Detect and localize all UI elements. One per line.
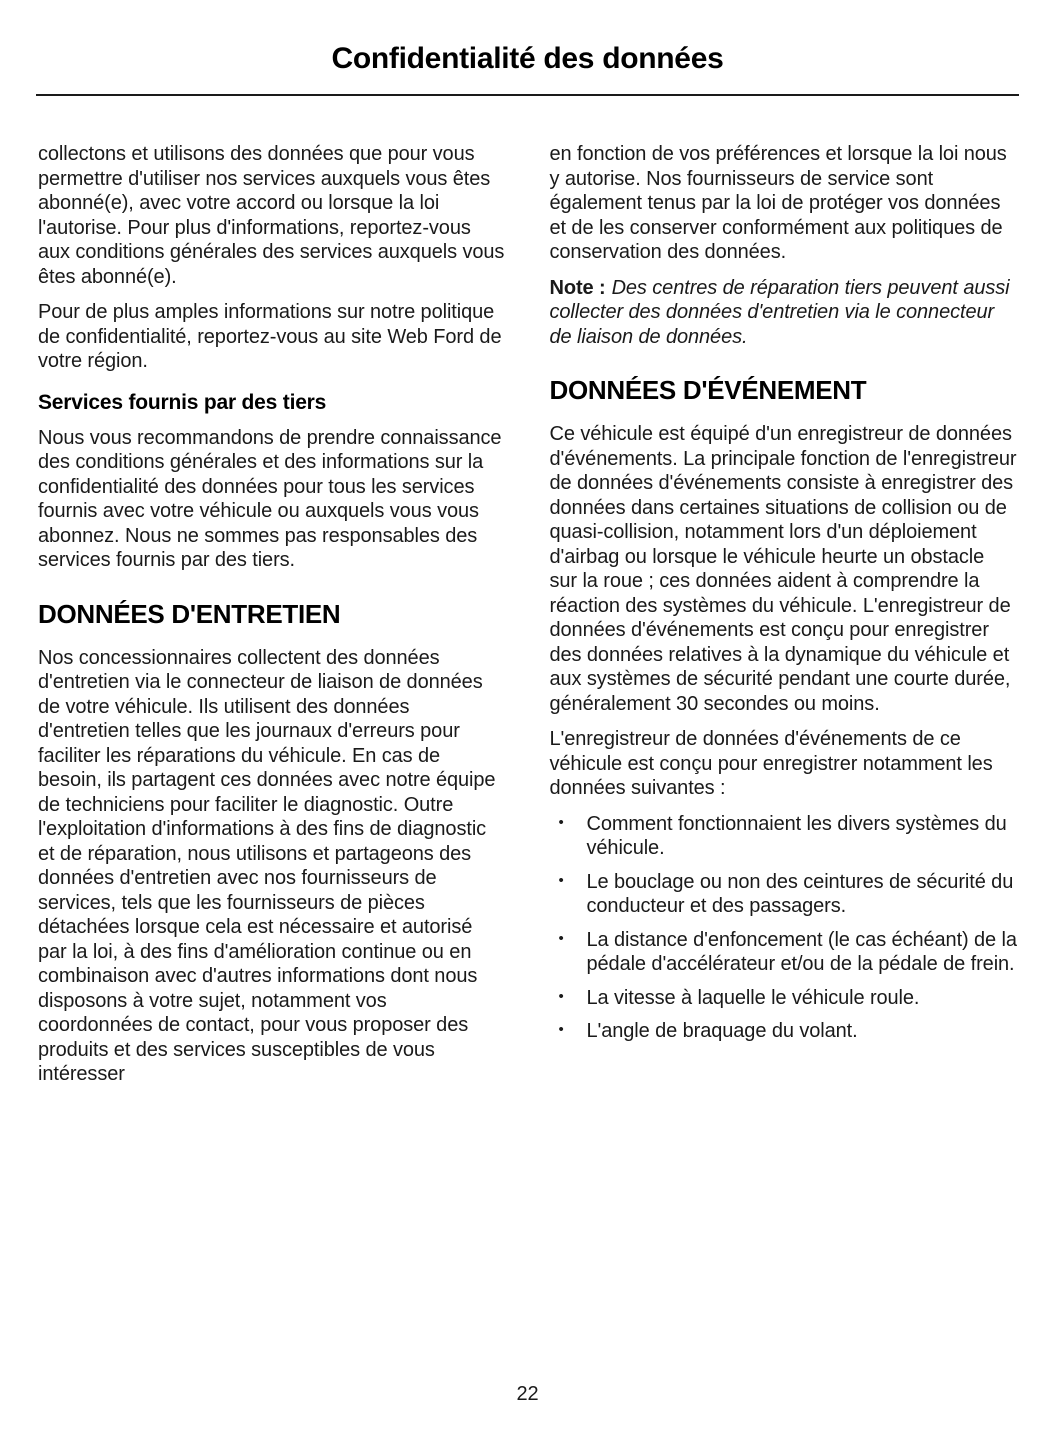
right-column bbox=[550, 142, 1018, 1098]
event-data-list bbox=[550, 812, 1018, 1044]
paragraph: Ce véhicule est équipé d'un enregistreur de données d'événements. La principale fonction de l'enregistreur de données d'événements consiste à enregistrer des données dans certaines situations de collision ou de quasi-collision, notamment lors d'un déploiement d'airbag ou lorsque le véhicule heurte un obstacle sur la roue ; ces données aident à comprendre la réaction des systèmes du véhicule. L'enregistreur de données d'événements est conçu pour enregistrer des données relatives à la dynamique du véhicule et aux systèmes de sécurité pendant une courte durée, généralement 30 secondes ou moins. bbox=[549, 423, 1017, 715]
list-item: • Comment fonctionnaient les divers systèmes du véhicule. bbox=[550, 812, 1018, 861]
section-heading-donnees-entretien: DONNÉES D'ENTRETIEN bbox=[38, 598, 341, 629]
list-item: • Le bouclage ou non des ceintures de sécurité du conducteur et des passagers. bbox=[550, 870, 1018, 919]
list-item: • L'angle de braquage du volant. bbox=[550, 1019, 1018, 1044]
list-item: • La vitesse à laquelle le véhicule roule. bbox=[550, 986, 1018, 1011]
paragraph: L'enregistreur de données d'événements de ce véhicule est conçu pour enregistrer notamment les données suivantes : bbox=[549, 728, 993, 799]
paragraph: en fonction de vos préférences et lorsque la loi nous y autorise. Nos fournisseurs de service sont également tenus par la loi de protéger vos données et de les conserver conformément aux politiques de conservation des données. bbox=[549, 143, 1007, 263]
paragraph: Nos concessionnaires collectent des données d'entretien via le connecteur de liaison de données de votre véhicule. Ils utilisent des données d'entretien telles que les journaux d'erreurs pour faciliter les réparations du véhicule. En cas de besoin, ils partagent ces données avec notre équipe de techniciens pour faciliter le diagnostic. Outre l'exploitation d'informations à des fins de diagnostic et de réparation, nous utilisons et partageons des données d'entretien avec nos fournisseurs de services, tels que les fournisseurs de pièces détachées lorsque cela est nécessaire et autorisé par la loi, à des fins d'amélioration continue ou en combinaison avec d'autres informations dont nous disposons à votre sujet, notamment vos coordonnées de contact, pour vous proposer des produits et des services susceptibles de vous intéresser bbox=[38, 646, 496, 1085]
left-column bbox=[38, 142, 506, 1098]
page-number: 22 bbox=[516, 1383, 539, 1405]
page-title: Confidentialité des données bbox=[331, 42, 724, 75]
page-header bbox=[0, 0, 1055, 96]
note-paragraph bbox=[550, 276, 1018, 350]
section-heading-services-tiers: Services fournis par des tiers bbox=[38, 390, 327, 414]
paragraph: Nous vous recommandons de prendre connaissance des conditions générales et des informations sur la confidentialité des données pour tous les services fournis avec votre véhicule ou auxquels vous vous abonnez. Nous ne sommes pas responsables des services fournis par des tiers. bbox=[38, 426, 502, 571]
note-label: Note : bbox=[549, 276, 606, 299]
paragraph: collectons et utilisons des données que pour vous permettre d'utiliser nos services auxquels vous êtes abonné(e), avec votre accord ou lorsque la loi l'autorise. Pour plus d'informations, reportez-vous aux conditions générales des services auxquels vous êtes abonné(e). bbox=[38, 143, 505, 288]
section-heading-donnees-evenement: DONNÉES D'ÉVÉNEMENT bbox=[549, 375, 867, 405]
content-columns bbox=[0, 96, 1055, 1098]
note-text: Des centres de réparation tiers peuvent aussi collecter des données d'entretien via le connecteur de liaison de données. bbox=[549, 276, 1010, 348]
list-item: • La distance d'enfoncement (le cas échéant) de la pédale d'accélérateur et/ou de la pédale de frein. bbox=[550, 928, 1018, 977]
paragraph: Pour de plus amples informations sur notre politique de confidentialité, reportez-vous au site Web Ford de votre région. bbox=[38, 301, 502, 372]
